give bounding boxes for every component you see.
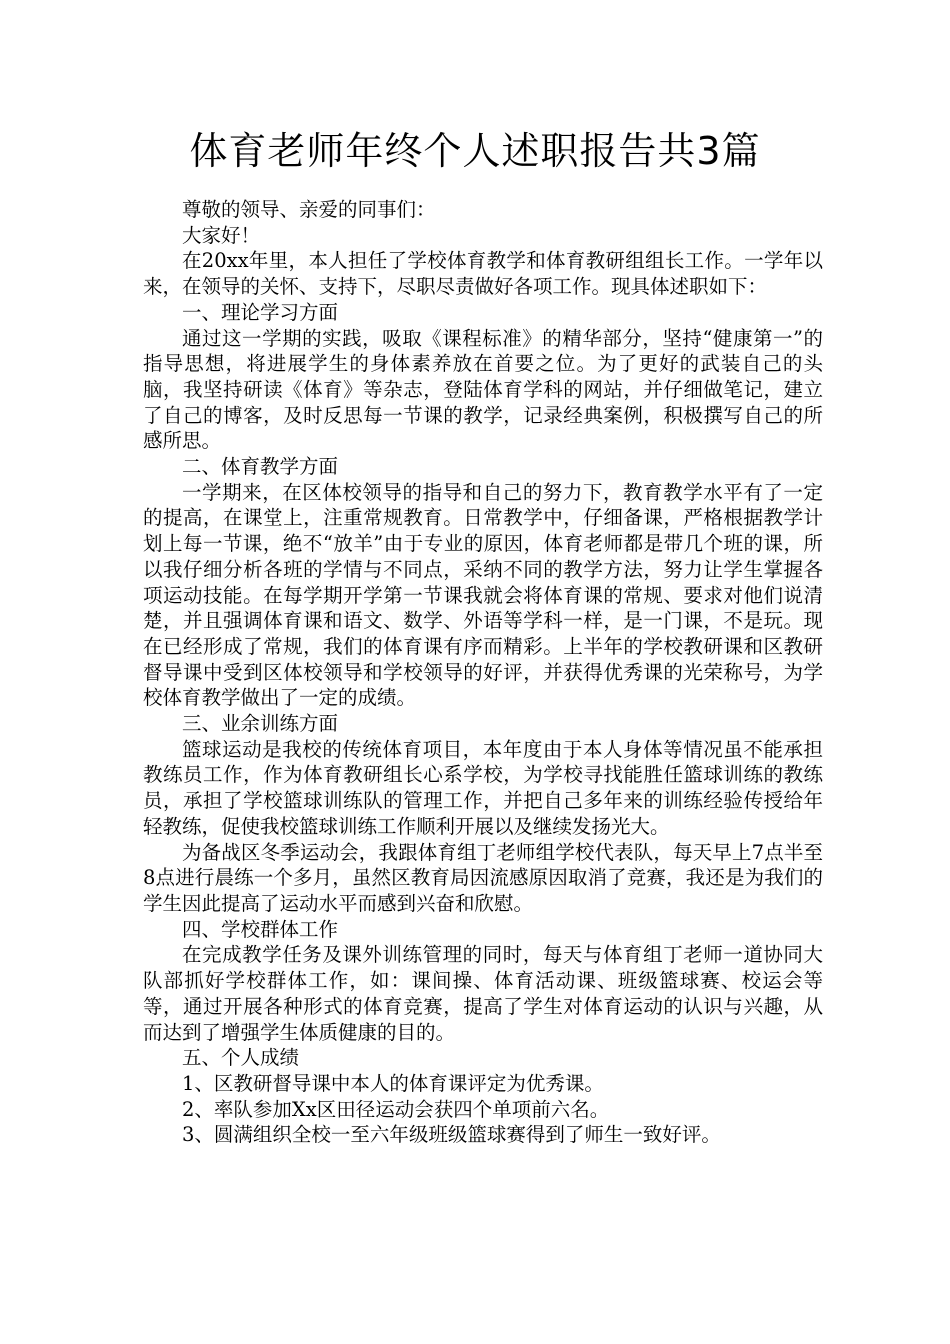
theory-paragraph: 通过这一学期的实践，吸取《课程标准》的精华部分，坚持“健康第一”的指导思想，将进展学生的身体素养放在首要之位。为了更好的武装自己的头脑，我坚持研读《体育》等杂志，登陆体育学科的网站，并仔细做笔记，建立了自己的博客，及时反思每一节课的教学，记录经典案例，积极撰写自己的所感所思。 [143, 326, 823, 453]
section-heading-teaching: 二、体育教学方面 [182, 455, 339, 479]
training-paragraph-2: 为备战区冬季运动会，我跟体育组丁老师组学校代表队，每天早上7点半至8点进行晨练一个多月，虽然区教育局因流感原因取消了竞赛，我还是为我们的学生因此提高了运动水平而感到兴奋和欣慰。 [143, 840, 823, 915]
document-body [143, 197, 823, 1148]
salutation: 尊敬的领导、亲爱的同事们： [182, 198, 436, 221]
intro-paragraph: 在20xx年里，本人担任了学校体育教学和体育教研组组长工作。一学年以来，在领导的关怀、支持下，尽职尽责做好各项工作。现具体述职如下： [143, 249, 823, 299]
greeting: 大家好！ [182, 223, 261, 247]
group-work-paragraph: 在完成教学任务及课外训练管理的同时，每天与体育组丁老师一道协同大队部抓好学校群体工作，如：课间操、体育活动课、班级篮球赛、校运会等等，通过开展各种形式的体育竞赛，提高了学生对体育运动的认识与兴趣，从而达到了增强学生体质健康的目的。 [143, 943, 823, 1044]
training-paragraph-1: 篮球运动是我校的传统体育项目，本年度由于本人身体等情况虽不能承担教练员工作，作为体育教研组长心系学校，为学校寻找能胜任篮球训练的教练员，承担了学校篮球训练队的管理工作，并把自己多年来的训练经验传授给年轻教练，促使我校篮球训练工作顺利开展以及继续发扬光大。 [143, 737, 823, 838]
teaching-paragraph: 一学期来，在区体校领导的指导和自己的努力下，教育教学水平有了一定的提高，在课堂上，注重常规教育。日常教学中，仔细备课，严格根据教学计划上每一节课，绝不“放羊”由于专业的原因，体育老师都是带几个班的课，所以我仔细分析各班的学情与不同点，采纳不同的教学方法，努力让学生掌握各项运动技能。在每学期开学第一节课我就会将体育课的常规、要求对他们说清楚，并且强调体育课和语文、数学、外语等学科一样，是一门课，不是玩。现在已经形成了常规，我们的体育课有序而精彩。上半年的学校教研课和区教研督导课中受到区体校领导和学校领导的好评，并获得优秀课的光荣称号，为学校体育教学做出了一定的成绩。 [143, 480, 823, 710]
achievement-item-3: 3、圆满组织全校一至六年级班级篮球赛得到了师生一致好评。 [182, 1123, 721, 1147]
section-heading-training: 三、业余训练方面 [182, 712, 339, 736]
section-heading-achievements: 五、个人成绩 [182, 1046, 300, 1070]
achievement-item-2: 2、率队参加Xx区田径运动会获四个单项前六名。 [182, 1097, 610, 1121]
achievement-item-1: 1、区教研督导课中本人的体育课评定为优秀课。 [182, 1071, 604, 1095]
section-heading-group-work: 四、学校群体工作 [182, 917, 339, 941]
document-title: 体育老师年终个人述职报告共3篇 [189, 129, 761, 173]
section-heading-theory: 一、理论学习方面 [182, 300, 339, 324]
